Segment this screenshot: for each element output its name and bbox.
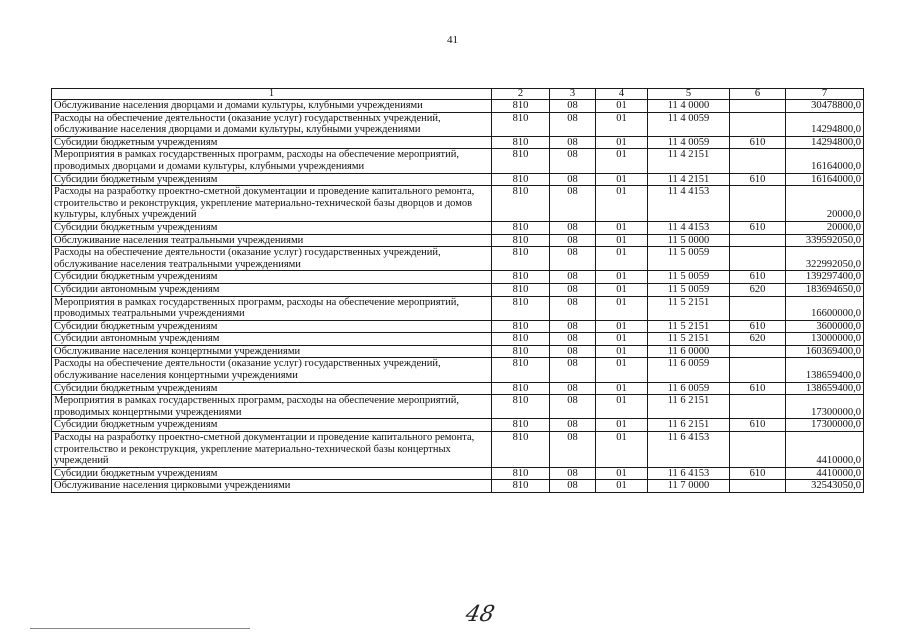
amount: 17300000,0 bbox=[786, 419, 864, 432]
expense-type-code: 620 bbox=[730, 283, 786, 296]
subsection-code: 01 bbox=[596, 221, 648, 234]
table-row bbox=[52, 382, 864, 395]
subsection-code: 01 bbox=[596, 333, 648, 346]
column-header: 7 bbox=[786, 89, 864, 100]
ministry-code: 810 bbox=[492, 112, 550, 136]
column-header: 5 bbox=[648, 89, 730, 100]
section-code: 08 bbox=[550, 358, 596, 382]
section-code: 08 bbox=[550, 419, 596, 432]
target-article-code: 11 6 0059 bbox=[648, 382, 730, 395]
row-description: Субсидии бюджетным учреждениям bbox=[52, 382, 492, 395]
section-code: 08 bbox=[550, 345, 596, 358]
handwritten-page-number: 48 bbox=[463, 602, 497, 627]
row-description: Субсидии бюджетным учреждениям bbox=[52, 419, 492, 432]
expense-type-code: 610 bbox=[730, 382, 786, 395]
row-description: Обслуживание населения театральными учреждениями bbox=[52, 234, 492, 247]
expense-type-code: 610 bbox=[730, 320, 786, 333]
column-header: 6 bbox=[730, 89, 786, 100]
row-description: Субсидии бюджетным учреждениям bbox=[52, 320, 492, 333]
section-code: 08 bbox=[550, 395, 596, 419]
amount: 339592050,0 bbox=[786, 234, 864, 247]
budget-table bbox=[51, 88, 864, 493]
table-row bbox=[52, 320, 864, 333]
target-article-code: 11 5 2151 bbox=[648, 333, 730, 346]
row-description: Обслуживание населения цирковыми учреждениями bbox=[52, 480, 492, 493]
row-description: Субсидии бюджетным учреждениям bbox=[52, 173, 492, 186]
expense-type-code: 610 bbox=[730, 419, 786, 432]
amount: 17300000,0 bbox=[786, 395, 864, 419]
ministry-code: 810 bbox=[492, 358, 550, 382]
amount: 322992050,0 bbox=[786, 247, 864, 271]
amount: 14294800,0 bbox=[786, 112, 864, 136]
subsection-code: 01 bbox=[596, 149, 648, 173]
ministry-code: 810 bbox=[492, 432, 550, 468]
amount: 3600000,0 bbox=[786, 320, 864, 333]
ministry-code: 810 bbox=[492, 100, 550, 113]
subsection-code: 01 bbox=[596, 419, 648, 432]
row-description: Субсидии бюджетным учреждениям bbox=[52, 221, 492, 234]
amount: 16600000,0 bbox=[786, 296, 864, 320]
subsection-code: 01 bbox=[596, 296, 648, 320]
ministry-code: 810 bbox=[492, 382, 550, 395]
ministry-code: 810 bbox=[492, 296, 550, 320]
ministry-code: 810 bbox=[492, 149, 550, 173]
target-article-code: 11 5 2151 bbox=[648, 296, 730, 320]
section-code: 08 bbox=[550, 467, 596, 480]
subsection-code: 01 bbox=[596, 283, 648, 296]
expense-type-code: 610 bbox=[730, 173, 786, 186]
target-article-code: 11 5 0059 bbox=[648, 247, 730, 271]
table-row bbox=[52, 271, 864, 284]
row-description: Субсидии бюджетным учреждениям bbox=[52, 467, 492, 480]
target-article-code: 11 6 2151 bbox=[648, 419, 730, 432]
subsection-code: 01 bbox=[596, 345, 648, 358]
target-article-code: 11 6 4153 bbox=[648, 432, 730, 468]
ministry-code: 810 bbox=[492, 136, 550, 149]
table-body bbox=[52, 100, 864, 493]
ministry-code: 810 bbox=[492, 419, 550, 432]
row-description: Расходы на разработку проектно-сметной документации и проведение капитального ремонта, строительство и реконструкция, укрепление материально-технической базы дворцов и домов культуры, клубных учреждений bbox=[52, 186, 492, 222]
ministry-code: 810 bbox=[492, 247, 550, 271]
section-code: 08 bbox=[550, 320, 596, 333]
target-article-code: 11 4 4153 bbox=[648, 221, 730, 234]
amount: 32543050,0 bbox=[786, 480, 864, 493]
expense-type-code bbox=[730, 234, 786, 247]
amount: 13000000,0 bbox=[786, 333, 864, 346]
section-code: 08 bbox=[550, 296, 596, 320]
amount: 139297400,0 bbox=[786, 271, 864, 284]
ministry-code: 810 bbox=[492, 186, 550, 222]
column-header: 1 bbox=[52, 89, 492, 100]
amount: 138659400,0 bbox=[786, 382, 864, 395]
subsection-code: 01 bbox=[596, 271, 648, 284]
section-code: 08 bbox=[550, 149, 596, 173]
row-description: Субсидии автономным учреждениям bbox=[52, 283, 492, 296]
row-description: Субсидии бюджетным учреждениям bbox=[52, 136, 492, 149]
expense-type-code: 610 bbox=[730, 136, 786, 149]
section-code: 08 bbox=[550, 234, 596, 247]
table-row bbox=[52, 186, 864, 222]
column-header: 2 bbox=[492, 89, 550, 100]
table-row bbox=[52, 480, 864, 493]
target-article-code: 11 6 0000 bbox=[648, 345, 730, 358]
row-description: Субсидии бюджетным учреждениям bbox=[52, 271, 492, 284]
subsection-code: 01 bbox=[596, 100, 648, 113]
ministry-code: 810 bbox=[492, 333, 550, 346]
section-code: 08 bbox=[550, 333, 596, 346]
expense-type-code: 610 bbox=[730, 271, 786, 284]
target-article-code: 11 6 2151 bbox=[648, 395, 730, 419]
column-header: 3 bbox=[550, 89, 596, 100]
section-code: 08 bbox=[550, 100, 596, 113]
amount: 16164000,0 bbox=[786, 149, 864, 173]
amount: 4410000,0 bbox=[786, 467, 864, 480]
row-description: Обслуживание населения дворцами и домами культуры, клубными учреждениями bbox=[52, 100, 492, 113]
table-row bbox=[52, 345, 864, 358]
expense-type-code: 620 bbox=[730, 333, 786, 346]
target-article-code: 11 7 0000 bbox=[648, 480, 730, 493]
subsection-code: 01 bbox=[596, 112, 648, 136]
row-description: Мероприятия в рамках государственных программ, расходы на обеспечение мероприятий, проводимых театральными учреждениями bbox=[52, 296, 492, 320]
table-row bbox=[52, 283, 864, 296]
section-code: 08 bbox=[550, 112, 596, 136]
section-code: 08 bbox=[550, 432, 596, 468]
section-code: 08 bbox=[550, 271, 596, 284]
table-row bbox=[52, 149, 864, 173]
table-row bbox=[52, 296, 864, 320]
subsection-code: 01 bbox=[596, 480, 648, 493]
amount: 4410000,0 bbox=[786, 432, 864, 468]
row-description: Обслуживание населения концертными учреждениями bbox=[52, 345, 492, 358]
ministry-code: 810 bbox=[492, 234, 550, 247]
amount: 20000,0 bbox=[786, 186, 864, 222]
expense-type-code bbox=[730, 247, 786, 271]
subsection-code: 01 bbox=[596, 234, 648, 247]
ministry-code: 810 bbox=[492, 345, 550, 358]
target-article-code: 11 5 0059 bbox=[648, 271, 730, 284]
expense-type-code bbox=[730, 395, 786, 419]
row-description: Расходы на разработку проектно-сметной документации и проведение капитального ремонта, строительство и реконструкция, укрепление материально-технической базы концертных учреждений bbox=[52, 432, 492, 468]
target-article-code: 11 4 4153 bbox=[648, 186, 730, 222]
subsection-code: 01 bbox=[596, 395, 648, 419]
expense-type-code bbox=[730, 345, 786, 358]
table-row bbox=[52, 221, 864, 234]
amount: 20000,0 bbox=[786, 221, 864, 234]
amount: 183694650,0 bbox=[786, 283, 864, 296]
table-row bbox=[52, 358, 864, 382]
amount: 30478800,0 bbox=[786, 100, 864, 113]
table-row bbox=[52, 467, 864, 480]
section-code: 08 bbox=[550, 283, 596, 296]
expense-type-code bbox=[730, 149, 786, 173]
section-code: 08 bbox=[550, 480, 596, 493]
table-row bbox=[52, 100, 864, 113]
subsection-code: 01 bbox=[596, 358, 648, 382]
table-row bbox=[52, 432, 864, 468]
table-row bbox=[52, 247, 864, 271]
expense-type-code bbox=[730, 480, 786, 493]
amount: 16164000,0 bbox=[786, 173, 864, 186]
subsection-code: 01 bbox=[596, 247, 648, 271]
ministry-code: 810 bbox=[492, 173, 550, 186]
page-number: 41 bbox=[447, 34, 458, 46]
section-code: 08 bbox=[550, 173, 596, 186]
column-number-row bbox=[52, 89, 864, 100]
expense-type-code bbox=[730, 112, 786, 136]
row-description: Расходы на обеспечение деятельности (оказание услуг) государственных учреждений, обслуживание населения концертными учреждениями bbox=[52, 358, 492, 382]
ministry-code: 810 bbox=[492, 480, 550, 493]
column-header: 4 bbox=[596, 89, 648, 100]
section-code: 08 bbox=[550, 136, 596, 149]
expense-type-code bbox=[730, 100, 786, 113]
scan-edge-line bbox=[30, 628, 250, 629]
ministry-code: 810 bbox=[492, 395, 550, 419]
amount: 160369400,0 bbox=[786, 345, 864, 358]
table-row bbox=[52, 136, 864, 149]
row-description: Расходы на обеспечение деятельности (оказание услуг) государственных учреждений, обслуживание населения театральными учреждениями bbox=[52, 247, 492, 271]
target-article-code: 11 4 0059 bbox=[648, 112, 730, 136]
target-article-code: 11 4 2151 bbox=[648, 149, 730, 173]
table-row bbox=[52, 234, 864, 247]
section-code: 08 bbox=[550, 221, 596, 234]
target-article-code: 11 4 0059 bbox=[648, 136, 730, 149]
target-article-code: 11 4 0000 bbox=[648, 100, 730, 113]
row-description: Субсидии автономным учреждениям bbox=[52, 333, 492, 346]
ministry-code: 810 bbox=[492, 221, 550, 234]
target-article-code: 11 6 4153 bbox=[648, 467, 730, 480]
target-article-code: 11 4 2151 bbox=[648, 173, 730, 186]
ministry-code: 810 bbox=[492, 271, 550, 284]
subsection-code: 01 bbox=[596, 136, 648, 149]
target-article-code: 11 5 0059 bbox=[648, 283, 730, 296]
table-row bbox=[52, 333, 864, 346]
row-description: Мероприятия в рамках государственных программ, расходы на обеспечение мероприятий, проводимых концертными учреждениями bbox=[52, 395, 492, 419]
expense-type-code bbox=[730, 432, 786, 468]
row-description: Расходы на обеспечение деятельности (оказание услуг) государственных учреждений, обслуживание населения дворцами и домами культуры, клубными учреждениями bbox=[52, 112, 492, 136]
expense-type-code bbox=[730, 186, 786, 222]
expense-type-code: 610 bbox=[730, 467, 786, 480]
subsection-code: 01 bbox=[596, 467, 648, 480]
subsection-code: 01 bbox=[596, 173, 648, 186]
expense-type-code bbox=[730, 358, 786, 382]
table-row bbox=[52, 112, 864, 136]
subsection-code: 01 bbox=[596, 320, 648, 333]
ministry-code: 810 bbox=[492, 320, 550, 333]
table-row bbox=[52, 419, 864, 432]
subsection-code: 01 bbox=[596, 382, 648, 395]
section-code: 08 bbox=[550, 247, 596, 271]
expense-type-code: 610 bbox=[730, 221, 786, 234]
table-row bbox=[52, 395, 864, 419]
target-article-code: 11 6 0059 bbox=[648, 358, 730, 382]
target-article-code: 11 5 0000 bbox=[648, 234, 730, 247]
amount: 138659400,0 bbox=[786, 358, 864, 382]
amount: 14294800,0 bbox=[786, 136, 864, 149]
expense-type-code bbox=[730, 296, 786, 320]
ministry-code: 810 bbox=[492, 467, 550, 480]
subsection-code: 01 bbox=[596, 186, 648, 222]
row-description: Мероприятия в рамках государственных программ, расходы на обеспечение мероприятий, проводимых дворцами и домами культуры, клубными учреждениями bbox=[52, 149, 492, 173]
subsection-code: 01 bbox=[596, 432, 648, 468]
table-row bbox=[52, 173, 864, 186]
target-article-code: 11 5 2151 bbox=[648, 320, 730, 333]
section-code: 08 bbox=[550, 186, 596, 222]
ministry-code: 810 bbox=[492, 283, 550, 296]
section-code: 08 bbox=[550, 382, 596, 395]
